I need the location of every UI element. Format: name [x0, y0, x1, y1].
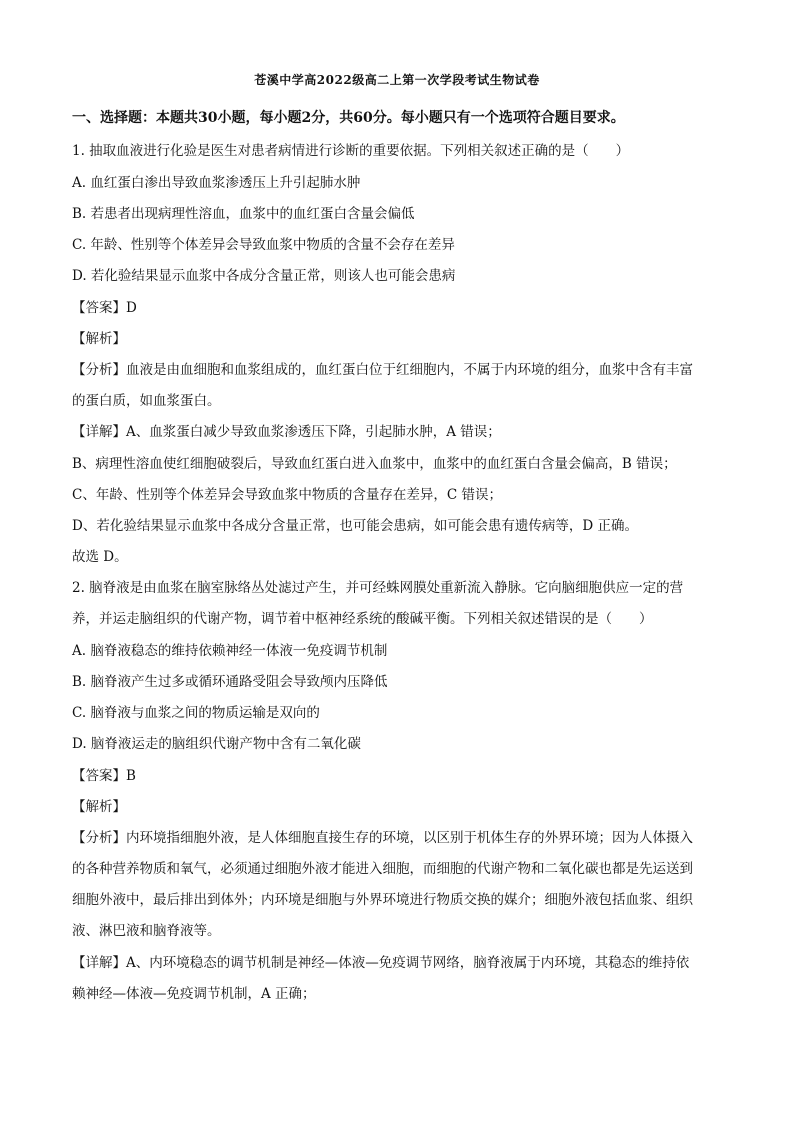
q1-jiexi-label: 【解析】 — [72, 331, 126, 347]
q2-analysis-line-3: 细胞外液中，最后排出到体外；内环境是细胞与外界环境进行物质交换的媒介；细胞外液包括血浆、组织 — [72, 892, 693, 908]
q2-stem-line-2: 养，并运走脑组织的代谢产物，调节着中枢神经系统的酸碱平衡。下列相关叙述错误的是（ ） — [72, 611, 653, 627]
q1-option-a: A. 血红蛋白渗出导致血浆渗透压上升引起肺水肿 — [72, 175, 361, 191]
q1-option-b: B. 若患者出现病理性溶血，血浆中的血红蛋白含量会偏低 — [72, 206, 415, 222]
q2-analysis-line-2: 的各种营养物质和氧气，必须通过细胞外液才能进入细胞，而细胞的代谢产物和二氧化碳也都是先运送到 — [72, 861, 693, 877]
q1-detail-line-1: 【详解】A、血浆蛋白减少导致血浆渗透压下降，引起肺水肿，A 错误； — [72, 424, 501, 440]
q2-option-d: D. 脑脊液运走的脑组织代谢产物中含有二氧化碳 — [72, 736, 361, 752]
q2-option-a: A. 脑脊液稳态的维持依赖神经一体液一免疫调节机制 — [72, 643, 388, 659]
q2-detail-line-2: 赖神经—体液—免疫调节机制，A 正确； — [72, 986, 316, 1002]
q1-conclusion: 故选 D。 — [72, 549, 128, 565]
q1-stem: 1. 抽取血液进行化验是医生对患者病情进行诊断的重要依据。下列相关叙述正确的是（ ） — [72, 143, 630, 159]
q2-option-c: C. 脑脊液与血浆之间的物质运输是双向的 — [72, 705, 320, 721]
q2-stem-line-1: 2. 脑脊液是由血浆在脑室脉络丛处滤过产生，并可经蛛网膜处重新流入静脉。它向脑细胞供应一定的营 — [72, 580, 684, 596]
section-heading: 一、选择题：本题共30小题，每小题2分，共60分。每小题只有一个选项符合题目要求。 — [72, 110, 625, 126]
q2-answer: 【答案】B — [72, 768, 136, 784]
q1-option-c: C. 年龄、性别等个体差异会导致血浆中物质的含量不会存在差异 — [72, 237, 455, 253]
q1-option-d: D. 若化验结果显示血浆中各成分含量正常，则该人也可能会患病 — [72, 268, 456, 284]
q2-jiexi-label: 【解析】 — [72, 799, 126, 815]
page-title: 苍溪中学高2022级高二上第一次学段考试生物试卷 — [254, 73, 540, 87]
q2-analysis-line-4: 液、淋巴液和脑脊液等。 — [72, 923, 221, 939]
q2-option-b: B. 脑脊液产生过多或循环通路受阻会导致颅内压降低 — [72, 674, 388, 690]
q2-detail-line-1: 【详解】A、内环境稳态的调节机制是神经—体液—免疫调节网络，脑脊液属于内环境，其稳态的维持依 — [72, 955, 690, 971]
q1-analysis-line-2: 的蛋白质，如血浆蛋白。 — [72, 393, 221, 409]
q1-detail-line-2: B、病理性溶血使红细胞破裂后，导致血红蛋白进入血浆中，血浆中的血红蛋白含量会偏高，B 错误； — [72, 456, 677, 472]
q2-analysis-line-1: 【分析】内环境指细胞外液，是人体细胞直接生存的环境，以区别于机体生存的外界环境；因为人体摄入 — [72, 830, 693, 846]
q1-detail-line-3: C、年龄、性别等个体差异会导致血浆中物质的含量存在差异，C 错误； — [72, 487, 502, 503]
q1-analysis-line-1: 【分析】血液是由血细胞和血浆组成的，血红蛋白位于红细胞内，不属于内环境的组分，血浆中含有丰富 — [72, 362, 693, 378]
q1-answer: 【答案】D — [72, 300, 137, 316]
q1-detail-line-4: D、若化验结果显示血浆中各成分含量正常，也可能会患病，如可能会患有遗传病等，D 正确。 — [72, 518, 638, 534]
